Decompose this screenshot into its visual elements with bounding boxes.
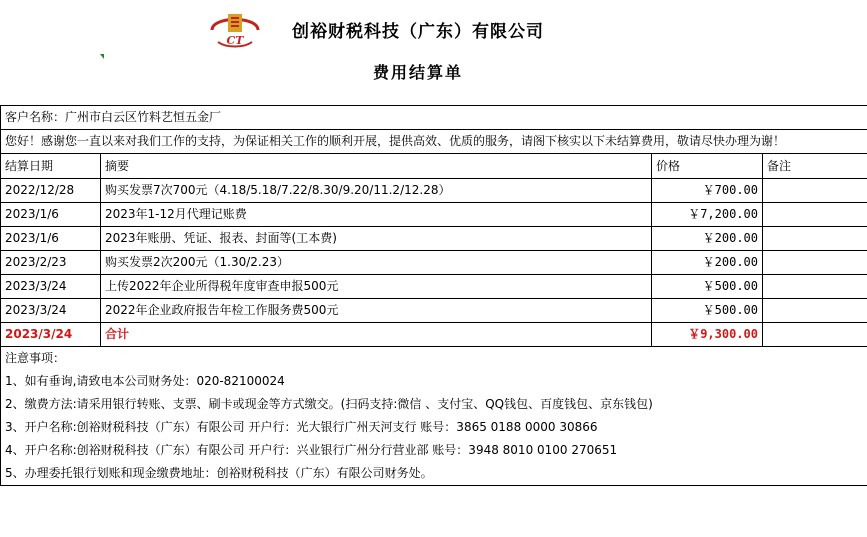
greeting-text: 您好！感谢您一直以来对我们工作的支持，为保证相关工作的顺利开展，提供高效、优质的服务，请阁下核实以下未结算费用，敬请尽快办理为谢！ xyxy=(1,130,867,154)
total-price: ￥9,300.00 xyxy=(652,323,763,347)
document-header xyxy=(0,0,867,105)
row-summary: 购买发票2次200元（1.30/2.23） xyxy=(101,251,652,275)
row-summary: 2023年1-12月代理记账费 xyxy=(101,203,652,227)
table-row xyxy=(1,179,867,203)
total-label: 合计 xyxy=(101,323,652,347)
row-price: ￥500.00 xyxy=(652,275,763,299)
customer-cell xyxy=(1,106,867,130)
table-row xyxy=(1,227,867,251)
row-price: ￥700.00 xyxy=(652,179,763,203)
header-date: 结算日期 xyxy=(1,154,101,179)
row-date: 2023/3/24 xyxy=(1,299,101,323)
table-row xyxy=(1,299,867,323)
row-remark xyxy=(763,299,867,323)
company-name: 创裕财税科技（广东）有限公司 xyxy=(292,22,544,42)
logo-text: CT xyxy=(226,34,244,47)
table-row xyxy=(1,203,867,227)
table-header-row xyxy=(1,154,867,179)
note-row xyxy=(1,370,867,393)
row-price: ￥200.00 xyxy=(652,227,763,251)
note-row xyxy=(1,439,867,462)
row-remark xyxy=(763,227,867,251)
table-row xyxy=(1,275,867,299)
note-item: 4、开户名称:创裕财税科技（广东）有限公司 开户行：兴业银行广州分行营业部 账号：3948 8010 0100 270651 xyxy=(1,439,867,462)
document-title: 费用结算单 xyxy=(373,63,464,82)
row-remark xyxy=(763,179,867,203)
header-summary: 摘要 xyxy=(101,154,652,179)
row-date: 2022/12/28 xyxy=(1,179,101,203)
customer-name: 广州市白云区竹料艺恒五金厂 xyxy=(65,110,222,124)
total-date: 2023/3/24 xyxy=(1,323,101,347)
note-item: 5、办理委托银行划账和现金缴费地址：创裕财税科技（广东）有限公司财务处。 xyxy=(1,462,867,486)
table-row xyxy=(1,251,867,275)
settlement-table xyxy=(0,105,867,486)
note-row xyxy=(1,393,867,416)
row-summary: 2022年企业政府报告年检工作服务费500元 xyxy=(101,299,652,323)
header-remark: 备注 xyxy=(763,154,867,179)
notes-title-row xyxy=(1,347,867,371)
note-row xyxy=(1,462,867,486)
row-price: ￥7,200.00 xyxy=(652,203,763,227)
note-item: 3、开户名称:创裕财税科技（广东）有限公司 开户行：光大银行广州天河支行 账号：3865 0188 0000 30866 xyxy=(1,416,867,439)
total-row xyxy=(1,323,867,347)
row-remark xyxy=(763,275,867,299)
row-price: ￥200.00 xyxy=(652,251,763,275)
company-logo xyxy=(206,8,264,50)
row-remark xyxy=(763,251,867,275)
note-item: 1、如有垂询,请致电本公司财务处：020-82100024 xyxy=(1,370,867,393)
row-price: ￥500.00 xyxy=(652,299,763,323)
notes-title: 注意事项： xyxy=(1,347,867,371)
row-date: 2023/2/23 xyxy=(1,251,101,275)
greeting-row xyxy=(1,130,867,154)
customer-label: 客户名称： xyxy=(5,110,66,124)
row-summary: 上传2022年企业所得税年度审查申报500元 xyxy=(101,275,652,299)
customer-row xyxy=(1,106,867,130)
row-summary: 购买发票7次700元（4.18/5.18/7.22/8.30/9.20/11.2/12.28） xyxy=(101,179,652,203)
row-date: 2023/1/6 xyxy=(1,227,101,251)
row-remark xyxy=(763,203,867,227)
row-date: 2023/1/6 xyxy=(1,203,101,227)
note-item: 2、缴费方法:请采用银行转账、支票、刷卡或现金等方式缴交。(扫码支持:微信 、支付宝、QQ钱包、百度钱包、京东钱包) xyxy=(1,393,867,416)
header-price: 价格 xyxy=(652,154,763,179)
row-summary: 2023年账册、凭证、报表、封面等(工本费) xyxy=(101,227,652,251)
note-row xyxy=(1,416,867,439)
row-date: 2023/3/24 xyxy=(1,275,101,299)
green-marker-icon xyxy=(100,54,104,59)
total-remark xyxy=(763,323,867,347)
